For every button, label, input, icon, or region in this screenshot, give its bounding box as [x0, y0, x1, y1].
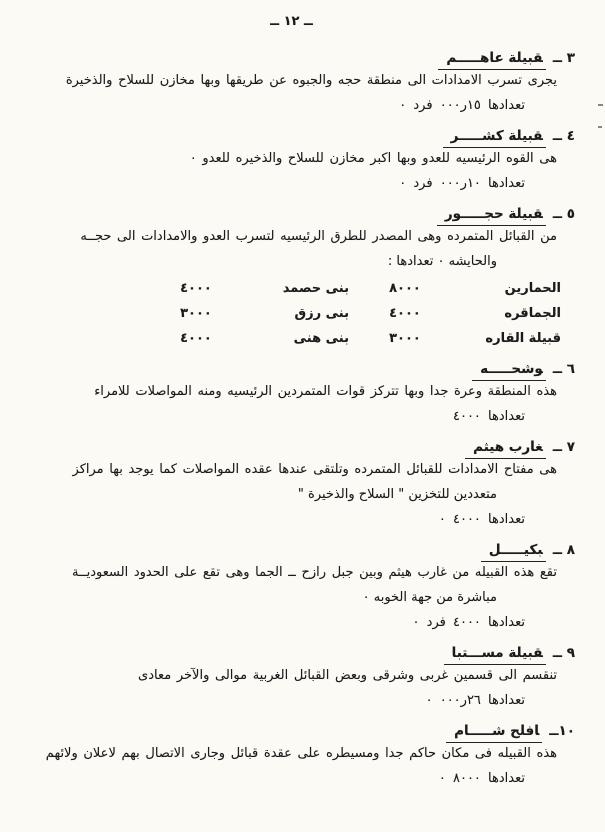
section-body-line: يجرى تسرب الامدادات الى منطقة حجه والجبوه عن طريقها وبها مخازن للسلاح والذخيرة — [65, 73, 557, 88]
tribe-table — [26, 278, 561, 350]
tribe-count-cell: ٤٠٠٠ — [180, 281, 212, 296]
section-title: قبيلة حجـــــور — [437, 206, 546, 226]
section-number: ٨ ــ — [552, 542, 575, 558]
section-body-line: من القبائل المتمرده وهى المصدر للطرق الرئيسيه لتسرب العدو والامدادات الى حجــه — [80, 229, 557, 244]
section-count: تعدادها ١٥ر٠٠٠ فرد ٠ — [399, 98, 525, 113]
section-body-line: متعددين للتخزين " السلاح والذخيرة " — [297, 487, 497, 502]
section-title: غارب هيثم — [465, 439, 546, 459]
section-header — [26, 642, 575, 661]
page-number: ــ ١٢ ــ — [270, 14, 313, 29]
section-count: تعدادها ٤٠٠٠ — [452, 409, 525, 424]
section-title: بكيـــــل — [481, 542, 546, 562]
section-body-line: هذه المنطقة وعرة جدا وبها تتركز قوات المتمردين الرئيسيه ومنه المواصلات للامراء — [94, 384, 557, 399]
tribe-name-cell: قبيلة القاره — [485, 331, 561, 346]
section-number: ٤ ــ — [552, 128, 575, 144]
section-body-line: هذه القبيله فى مكان حاكم جدا ومسيطره على عقدة قبائل وجارى الاتصال بهم لاعلان ولائهم — [45, 746, 557, 761]
section-body-line: والحايشه ٠ تعدادها : — [387, 254, 497, 269]
tribe-count-cell: ٤٠٠٠ — [389, 306, 421, 321]
tribe-name-cell: الحمارين — [504, 281, 561, 296]
section-count: تعدادها ٤٠٠٠ ٠ — [438, 512, 525, 527]
tribe-count-cell: ٣٠٠٠ — [389, 331, 421, 346]
section-body-line: تنقسم الى قسمين غربى وشرقى وبعض القبائل الغربية موالى والآخر معادى — [138, 668, 557, 683]
section-header — [26, 47, 575, 66]
section-header — [26, 720, 575, 739]
section-title: افلح شـــــام — [446, 723, 542, 743]
section-header — [26, 203, 575, 222]
section-6 — [26, 358, 575, 428]
tribe-name-cell: بنى هنى — [293, 331, 349, 346]
section-title: قبيلة كشـــــر — [443, 128, 546, 148]
section-number: ٣ ــ — [552, 50, 575, 66]
section-5 — [26, 203, 575, 350]
section-header — [26, 358, 575, 377]
section-number: ٥ ــ — [552, 206, 575, 222]
section-number: ٩ ــ — [552, 645, 575, 661]
section-body-line: تقع هذه القبيله من غارب هيثم وبين جبل رازح ــ الجما وهى تقع على الحدود السعوديــة — [72, 565, 557, 580]
section-body-line: هى مفتاح الامدادات للقبائل المتمرده وتلتقى عندها عقده المواصلات كما يوجد بها مراكز — [72, 462, 557, 477]
tribe-count-cell: ٨٠٠٠ — [389, 281, 421, 296]
tribe-count-cell: ٣٠٠٠ — [180, 306, 212, 321]
scan-artifact — [598, 126, 602, 128]
section-title: قبيلة مســـتبا — [444, 645, 546, 665]
tribe-name-cell: بنى حصمد — [282, 281, 349, 296]
section-count: تعدادها ٤٠٠٠ فرد ٠ — [412, 615, 525, 630]
section-8 — [26, 539, 575, 634]
section-count: تعدادها ١٠ر٠٠٠ فرد ٠ — [399, 176, 525, 191]
section-title: وشحـــــه — [472, 361, 546, 381]
section-3 — [26, 47, 575, 117]
section-4 — [26, 125, 575, 195]
section-header — [26, 125, 575, 144]
tribe-name-cell: الجماقره — [504, 306, 561, 321]
section-count: تعدادها ٨٠٠٠ ٠ — [438, 771, 525, 786]
section-10 — [26, 720, 575, 790]
section-number: ٦ ــ — [552, 361, 575, 377]
tribe-name-cell: بنى رزق — [294, 306, 349, 321]
section-header — [26, 539, 575, 558]
section-body-line: مباشرة من جهة الخوبه ٠ — [362, 590, 497, 605]
section-body-line: هى القوه الرئيسيه للعدو وبها اكبر مخازن للسلاح والذخيره للعدو ٠ — [189, 151, 557, 166]
section-number: ٧ ــ — [552, 439, 575, 455]
scan-artifact — [598, 104, 603, 106]
section-7 — [26, 436, 575, 531]
section-title: قبيلة عاهـــــم — [438, 50, 545, 70]
tribe-count-cell: ٤٠٠٠ — [180, 331, 212, 346]
section-header — [26, 436, 575, 455]
section-number: ١٠ــ — [549, 723, 575, 739]
section-count: تعدادها ٢٦ر٠٠٠ ٠ — [425, 693, 525, 708]
section-9 — [26, 642, 575, 712]
